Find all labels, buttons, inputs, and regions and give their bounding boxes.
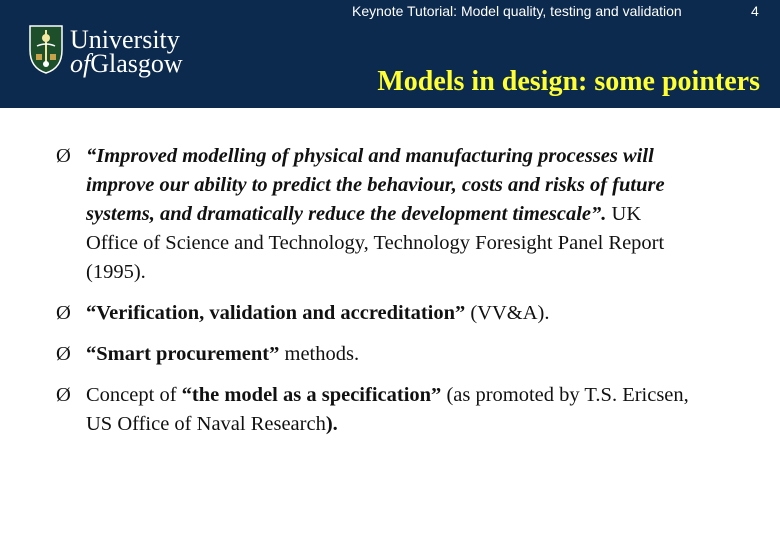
bold-text: “the model as a specification” xyxy=(181,384,442,406)
bullet-list xyxy=(56,142,696,451)
logo-line-university: University xyxy=(70,25,180,54)
bullet-item xyxy=(56,142,696,287)
slide-title: Models in design: some pointers xyxy=(377,66,760,97)
arrow-bullet-icon: Ø xyxy=(56,145,71,167)
course-title: Keynote Tutorial: Model quality, testing and validation xyxy=(352,3,682,19)
bold-text: “Smart procurement” xyxy=(86,343,280,365)
bold-text: ). xyxy=(325,413,338,435)
header-bar xyxy=(0,0,780,108)
arrow-bullet-icon: Ø xyxy=(56,302,71,324)
bullet-item xyxy=(56,381,696,439)
logo-of: of xyxy=(70,49,91,78)
bullet-item xyxy=(56,299,696,328)
bullet-item xyxy=(56,340,696,369)
plain-text: Concept of xyxy=(86,384,182,406)
logo-glasgow: Glasgow xyxy=(90,49,183,78)
arrow-bullet-icon: Ø xyxy=(56,343,71,365)
plain-text: (as promoted by T.S. Ericsen, US Office of Naval Research xyxy=(86,384,689,435)
bold-text: “Verification, validation and accreditation” xyxy=(86,302,466,324)
plain-text: methods. xyxy=(279,343,360,365)
university-crest-icon xyxy=(28,24,64,74)
quote-text: “Improved modelling of physical and manufacturing processes will improve our ability to predict the behaviour, costs and risks of future systems, and dramatically reduce the development timescale”. xyxy=(86,145,665,225)
arrow-bullet-icon: Ø xyxy=(56,384,71,406)
slide-number: 4 xyxy=(751,3,759,19)
source-text: UK Office of Science and Technology, Technology Foresight Panel Report (1995). xyxy=(86,203,665,283)
plain-text: (VV&A). xyxy=(465,302,550,324)
university-logo xyxy=(28,24,198,82)
